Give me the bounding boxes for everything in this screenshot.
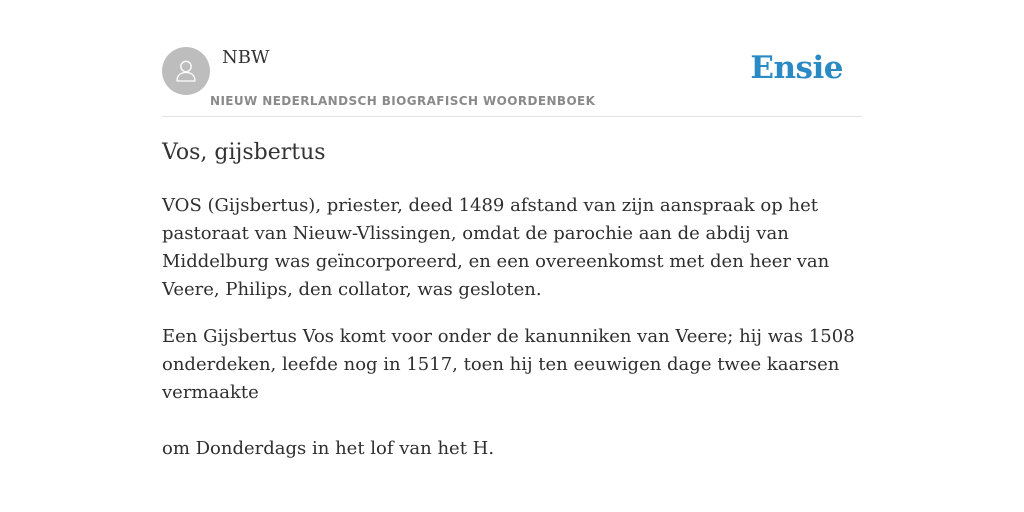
source-name[interactable]: NBW [222, 47, 270, 68]
article-paragraph-1: VOS (Gijsbertus), priester, deed 1489 afstand van zijn aanspraak op het pastoraat van Nieuw-Vlissingen, omdat de parochie aan de abdij van Middelburg was geïncorporeerd, en een overeenkomst met den heer van Veere, Philips, den collator, was gesloten. [162, 195, 830, 300]
article-paragraph-2: Een Gijsbertus Vos komt voor onder de kanunniken van Veere; hij was 1508 onderdeken, leefde nog in 1517, toen hij ten eeuwigen dage twee kaarsen vermaakte [162, 326, 855, 403]
user-icon [171, 56, 201, 86]
page [162, 0, 862, 459]
header [162, 0, 862, 117]
source-subtitle: NIEUW NEDERLANDSCH BIOGRAFISCH WOORDENBOEK [210, 94, 596, 108]
ensie-logo[interactable]: Ensie [750, 50, 843, 86]
avatar[interactable] [162, 47, 210, 95]
article-title: Vos, gijsbertus [162, 140, 326, 165]
article-paragraph-3: om Donderdags in het lof van het H. [162, 438, 495, 459]
